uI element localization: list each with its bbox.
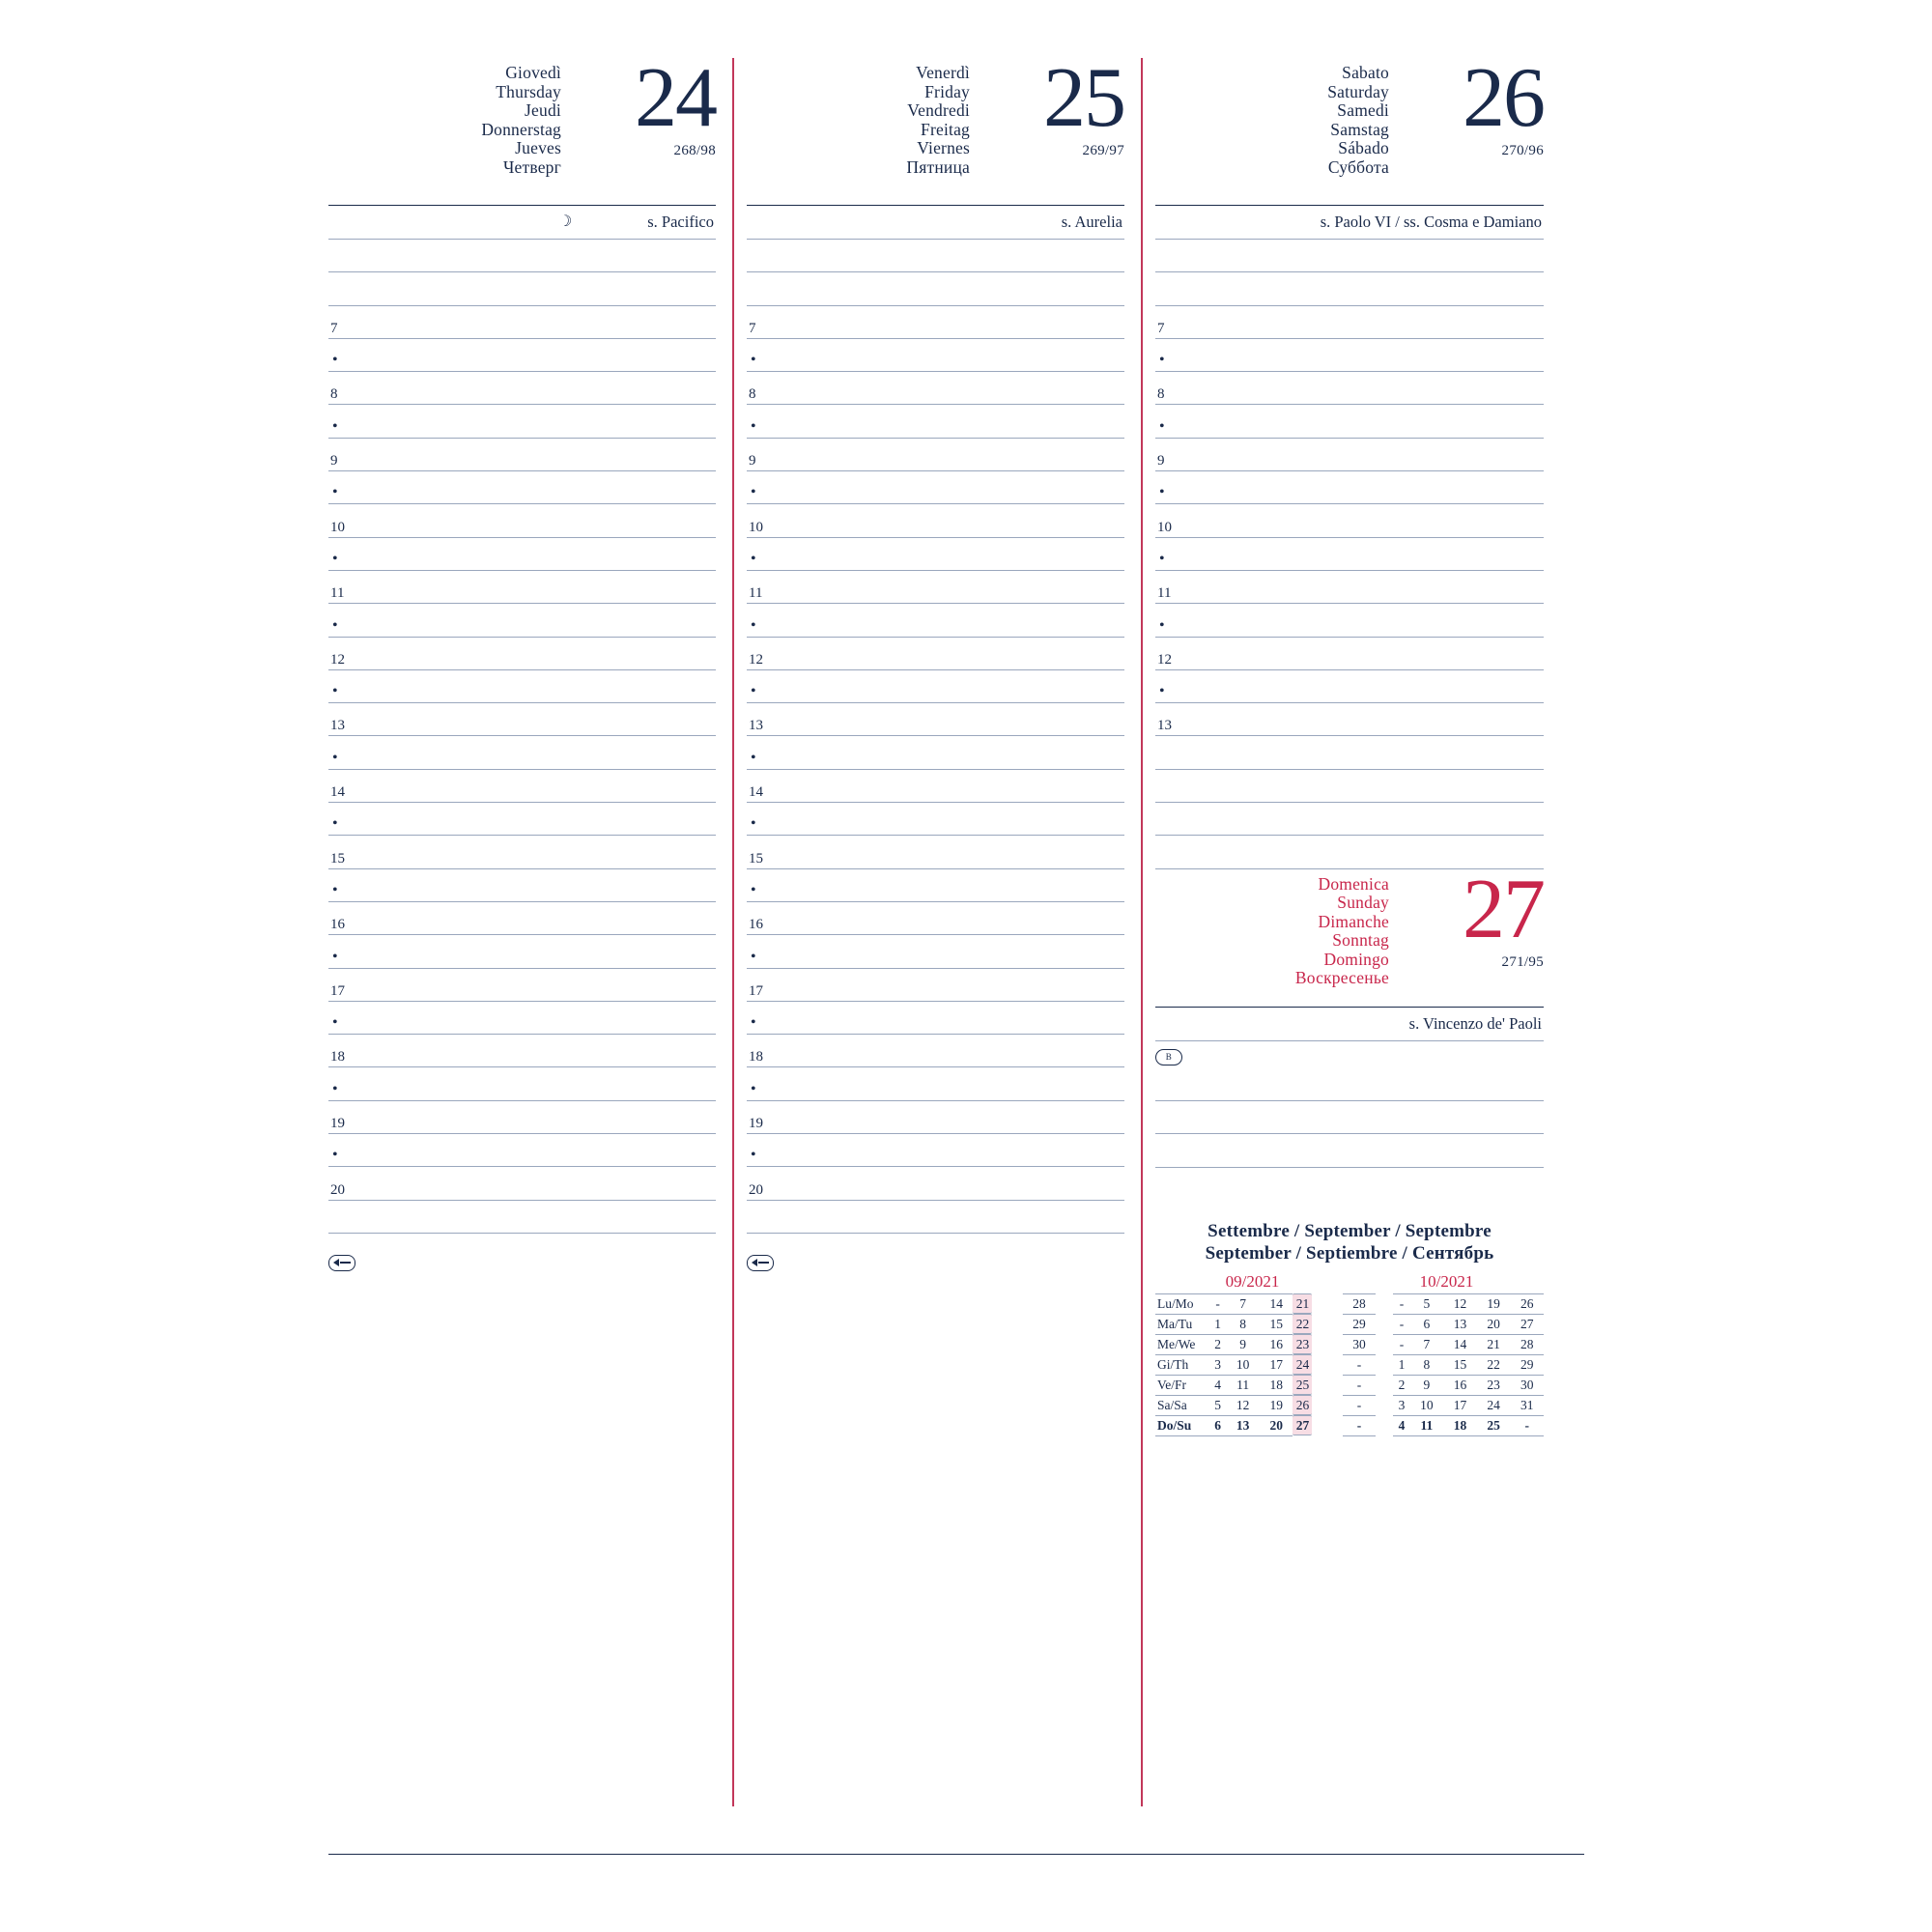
day-number-block-sunday <box>1389 862 1544 971</box>
half-hour-dot: • <box>1159 484 1165 501</box>
day-number: 25 <box>1043 51 1124 145</box>
half-hour-row[interactable] <box>1155 670 1544 703</box>
cell: 27 <box>1293 1415 1312 1435</box>
cell: 1 <box>1209 1314 1226 1334</box>
half-hour-row[interactable] <box>747 471 1124 504</box>
hour-row[interactable] <box>747 638 1124 670</box>
half-hour-dot: • <box>751 1014 756 1032</box>
day-number: 27 <box>1463 862 1544 956</box>
half-hour-row[interactable] <box>747 604 1124 637</box>
hour-label: 12 <box>1157 651 1172 668</box>
day-label: Me/We <box>1155 1334 1209 1354</box>
cell: 11 <box>1226 1375 1260 1395</box>
day-label: Lu/Mo <box>1155 1293 1209 1314</box>
half-hour-dot: • <box>751 749 756 766</box>
saint-name-row <box>328 206 716 240</box>
half-hour-row[interactable] <box>747 1134 1124 1167</box>
hour-row[interactable] <box>328 306 716 339</box>
hour-label: 9 <box>749 453 756 469</box>
half-hour-row[interactable] <box>1155 604 1544 637</box>
cell: 6 <box>1209 1415 1226 1435</box>
half-hour-row[interactable] <box>747 339 1124 372</box>
half-hour-row[interactable] <box>747 670 1124 703</box>
note-line[interactable] <box>328 272 716 305</box>
hour-row[interactable] <box>747 1101 1124 1134</box>
hour-label: 11 <box>330 585 345 602</box>
cell: 4 <box>1209 1375 1226 1395</box>
half-hour-dot: • <box>751 352 756 369</box>
half-hour-row[interactable] <box>747 1002 1124 1035</box>
cell: - <box>1343 1415 1377 1435</box>
day-label: Ma/Tu <box>1155 1314 1209 1334</box>
cell: 26 <box>1293 1395 1312 1415</box>
table-row <box>1155 1314 1544 1334</box>
hour-row[interactable] <box>328 836 716 868</box>
cell: 13 <box>1226 1415 1260 1435</box>
hour-label: 16 <box>330 917 345 933</box>
hour-label: 12 <box>749 651 763 668</box>
hour-row[interactable] <box>747 504 1124 537</box>
hour-row[interactable] <box>328 902 716 935</box>
day-label: Gi/Th <box>1155 1354 1209 1375</box>
half-hour-dot: • <box>751 1147 756 1164</box>
day-column-weekend <box>1146 51 1551 1855</box>
day-label: Ve/Fr <box>1155 1375 1209 1395</box>
cell: 9 <box>1226 1334 1260 1354</box>
cell: - <box>1343 1375 1377 1395</box>
hour-row[interactable] <box>328 439 716 471</box>
weekday-names-saturday: Sabato Saturday Samedi Samstag Sábado Суббота <box>1327 63 1389 177</box>
half-hour-dot: • <box>332 815 338 833</box>
cell: - <box>1510 1415 1544 1435</box>
hour-label: 7 <box>749 320 756 336</box>
day-column-thursday <box>328 51 729 1855</box>
hour-label: 19 <box>749 1116 763 1132</box>
hour-row[interactable] <box>328 571 716 604</box>
half-hour-dot: • <box>332 550 338 567</box>
day-header-sunday <box>1155 862 1544 1005</box>
day-columns <box>328 51 1584 1855</box>
hour-label: 10 <box>749 519 763 535</box>
day-of-year: 269/97 <box>1082 143 1124 158</box>
day-number-block-saturday <box>1389 51 1544 159</box>
hour-row[interactable] <box>747 306 1124 339</box>
hour-row-blank[interactable] <box>1155 803 1544 836</box>
page-bottom-rule <box>328 1854 1584 1855</box>
half-hour-dot: • <box>332 749 338 766</box>
footer-icon-row-sunday <box>1155 1047 1544 1068</box>
cell: 24 <box>1477 1395 1511 1415</box>
saint-name: s. Vincenzo de' Paoli <box>1408 1013 1542 1033</box>
hour-label: 10 <box>330 519 345 535</box>
day-block-sunday <box>1155 862 1544 1168</box>
note-line[interactable] <box>1155 1101 1544 1134</box>
hour-label: 7 <box>1157 320 1165 336</box>
cell: - <box>1393 1314 1409 1334</box>
day-label: Do/Su <box>1155 1415 1209 1435</box>
cell: 3 <box>1393 1395 1409 1415</box>
pencil-icon <box>747 1255 774 1271</box>
saint-name: s. Paolo VI / ss. Cosma e Damiano <box>1320 213 1542 231</box>
cell: - <box>1343 1354 1377 1375</box>
mini-calendar-month-labels <box>1155 1272 1544 1292</box>
hour-row[interactable] <box>747 372 1124 405</box>
half-hour-row[interactable] <box>1155 538 1544 571</box>
table-row <box>1155 1334 1544 1354</box>
saint-name-row <box>747 206 1124 240</box>
saint-name-row <box>1155 206 1544 240</box>
half-hour-dot: • <box>751 948 756 965</box>
cell: 28 <box>1510 1334 1544 1354</box>
cell: 26 <box>1510 1293 1544 1314</box>
hour-row[interactable] <box>747 571 1124 604</box>
hour-label: 10 <box>1157 519 1172 535</box>
half-hour-row[interactable] <box>328 538 716 571</box>
hour-label: 9 <box>1157 453 1165 469</box>
hour-row[interactable] <box>328 703 716 736</box>
hour-label: 17 <box>330 982 345 999</box>
half-hour-dot: • <box>332 1147 338 1164</box>
table-row <box>1155 1293 1544 1314</box>
half-hour-dot: • <box>1159 352 1165 369</box>
half-hour-dot: • <box>332 881 338 898</box>
cell: 15 <box>1443 1354 1477 1375</box>
cell: 21 <box>1477 1334 1511 1354</box>
hour-row[interactable] <box>747 836 1124 868</box>
half-hour-row[interactable] <box>328 1067 716 1100</box>
day-number: 24 <box>635 51 716 145</box>
cell: 5 <box>1209 1395 1226 1415</box>
cell: 12 <box>1443 1293 1477 1314</box>
half-hour-row[interactable] <box>328 935 716 968</box>
weekday-names-sunday: Domenica Sunday Dimanche Sonntag Domingo Воскресенье <box>1294 873 1389 988</box>
note-line[interactable] <box>1155 1068 1544 1101</box>
cell: 23 <box>1477 1375 1511 1395</box>
spacer <box>1376 1395 1393 1415</box>
hour-row[interactable] <box>1155 504 1544 537</box>
cell: 1 <box>1393 1354 1409 1375</box>
half-hour-dot: • <box>1159 550 1165 567</box>
cell: 7 <box>1226 1293 1260 1314</box>
cell: 21 <box>1293 1293 1312 1314</box>
cell: 16 <box>1260 1334 1293 1354</box>
hour-row[interactable] <box>328 372 716 405</box>
half-hour-row[interactable] <box>747 405 1124 438</box>
half-hour-row[interactable] <box>328 339 716 372</box>
hour-row[interactable] <box>328 1035 716 1067</box>
half-hour-row[interactable] <box>328 736 716 769</box>
half-hour-dot: • <box>751 683 756 700</box>
mini-month-right: 10/2021 <box>1419 1271 1474 1291</box>
day-label: Sa/Sa <box>1155 1395 1209 1415</box>
pencil-icon <box>328 1255 355 1271</box>
hour-label: 11 <box>749 585 763 602</box>
hour-row[interactable] <box>328 969 716 1002</box>
cell: 18 <box>1260 1375 1293 1395</box>
cell: 3 <box>1209 1354 1226 1375</box>
mini-calendar-title-line2: September / Septiembre / Сентябрь <box>1205 1242 1494 1264</box>
cell: 27 <box>1510 1314 1544 1334</box>
column-separator-1 <box>729 58 737 1855</box>
half-hour-row[interactable] <box>328 1134 716 1167</box>
half-hour-dot: • <box>751 550 756 567</box>
hour-label: 18 <box>749 1049 763 1065</box>
diary-page <box>328 51 1584 1855</box>
cell: 22 <box>1477 1354 1511 1375</box>
half-hour-row[interactable] <box>747 1067 1124 1100</box>
hour-row[interactable] <box>328 1101 716 1134</box>
footer-icon-row-friday <box>747 1255 1124 1280</box>
hour-row[interactable] <box>1155 372 1544 405</box>
hour-row[interactable] <box>328 1167 716 1200</box>
half-hour-dot: • <box>332 1080 338 1097</box>
hour-label: 13 <box>330 718 345 734</box>
mini-calendar <box>1155 1220 1544 1436</box>
day-of-year: 268/98 <box>673 143 716 158</box>
cell: - <box>1393 1293 1409 1314</box>
half-hour-row[interactable] <box>328 604 716 637</box>
half-hour-dot: • <box>332 1014 338 1032</box>
hour-label: 12 <box>330 651 345 668</box>
half-hour-row[interactable] <box>747 538 1124 571</box>
hour-row[interactable] <box>328 770 716 803</box>
spacer <box>1376 1293 1393 1314</box>
half-hour-dot: • <box>1159 417 1165 435</box>
half-hour-row[interactable] <box>328 670 716 703</box>
cell: 7 <box>1410 1334 1444 1354</box>
table-row <box>1155 1395 1544 1415</box>
hour-label: 7 <box>330 320 338 336</box>
cell: 25 <box>1477 1415 1511 1435</box>
mini-calendar-title-line1: Settembre / September / Septembre <box>1208 1220 1492 1241</box>
mini-calendar-title <box>1155 1220 1544 1264</box>
hour-row[interactable] <box>1155 703 1544 736</box>
cell: 12 <box>1226 1395 1260 1415</box>
half-hour-dot: • <box>751 1080 756 1097</box>
hour-label: 15 <box>749 850 763 867</box>
hour-row[interactable] <box>747 969 1124 1002</box>
cell: 20 <box>1260 1415 1293 1435</box>
hour-label: 14 <box>330 784 345 801</box>
cell: 10 <box>1226 1354 1260 1375</box>
cell: - <box>1209 1293 1226 1314</box>
half-hour-dot: • <box>1159 683 1165 700</box>
half-hour-row[interactable] <box>1155 339 1544 372</box>
half-hour-dot: • <box>332 484 338 501</box>
day-header-thursday <box>328 51 716 203</box>
hour-label: 9 <box>330 453 338 469</box>
cell: 29 <box>1510 1354 1544 1375</box>
hour-row[interactable] <box>747 703 1124 736</box>
cell: 16 <box>1443 1375 1477 1395</box>
mini-month-left: 09/2021 <box>1225 1271 1280 1291</box>
half-hour-dot: • <box>751 815 756 833</box>
hour-label: 19 <box>330 1116 345 1132</box>
half-hour-row[interactable] <box>747 869 1124 902</box>
day-header-friday <box>747 51 1124 203</box>
half-hour-row[interactable] <box>747 803 1124 836</box>
spacer <box>1376 1415 1393 1435</box>
hour-row[interactable] <box>1155 306 1544 339</box>
cell: 17 <box>1443 1395 1477 1415</box>
cell: 28 <box>1343 1293 1377 1314</box>
day-number-block-thursday <box>561 51 716 159</box>
cell: 14 <box>1260 1293 1293 1314</box>
hour-row[interactable] <box>747 439 1124 471</box>
cell: 25 <box>1293 1375 1312 1395</box>
half-hour-dot: • <box>1159 616 1165 634</box>
cell: 29 <box>1343 1314 1377 1334</box>
note-line[interactable] <box>1155 1134 1544 1167</box>
half-hour-dot: • <box>332 417 338 435</box>
spacer <box>1376 1314 1393 1334</box>
hour-label: 13 <box>1157 718 1172 734</box>
hour-label: 20 <box>330 1181 345 1198</box>
note-line[interactable] <box>1155 240 1544 272</box>
cell: 10 <box>1410 1395 1444 1415</box>
spacer <box>1376 1354 1393 1375</box>
note-line[interactable] <box>1155 272 1544 305</box>
weekday-names-friday: Venerdì Friday Vendredi Freitag Viernes Пятница <box>906 63 970 177</box>
cell: 2 <box>1209 1334 1226 1354</box>
bic-pen-icon: B <box>1155 1049 1182 1065</box>
cell: 19 <box>1260 1395 1293 1415</box>
hour-label: 16 <box>749 917 763 933</box>
cell: 11 <box>1410 1415 1444 1435</box>
hour-label: 18 <box>330 1049 345 1065</box>
saint-name: s. Aurelia <box>1061 213 1122 231</box>
hour-label: 8 <box>749 386 756 403</box>
hour-row[interactable] <box>747 1035 1124 1067</box>
half-hour-dot: • <box>332 683 338 700</box>
half-hour-dot: • <box>751 616 756 634</box>
half-hour-dot: • <box>332 948 338 965</box>
cell: 30 <box>1343 1334 1377 1354</box>
cell: - <box>1393 1334 1409 1354</box>
hour-grid-saturday <box>1155 306 1544 869</box>
weekday-names-thursday: Giovedì Thursday Jeudi Donnerstag Jueves Четверг <box>481 63 561 177</box>
hour-row[interactable] <box>328 504 716 537</box>
cell: 5 <box>1410 1293 1444 1314</box>
day-column-friday <box>737 51 1138 1855</box>
hour-row-blank[interactable] <box>328 1201 716 1234</box>
half-hour-row[interactable] <box>328 1002 716 1035</box>
footer-icon-row-thursday <box>328 1255 716 1280</box>
hour-label: 8 <box>1157 386 1165 403</box>
mini-calendar-table <box>1155 1293 1544 1436</box>
cell: 31 <box>1510 1395 1544 1415</box>
day-header-saturday <box>1155 51 1544 203</box>
spacer <box>1376 1375 1393 1395</box>
cell: - <box>1343 1395 1377 1415</box>
half-hour-dot: • <box>751 484 756 501</box>
cell: 8 <box>1410 1354 1444 1375</box>
cell: 19 <box>1477 1293 1511 1314</box>
hour-row[interactable] <box>328 638 716 670</box>
hour-row[interactable] <box>1155 439 1544 471</box>
half-hour-row[interactable] <box>747 736 1124 769</box>
hour-row-blank[interactable] <box>1155 736 1544 769</box>
cell: 20 <box>1477 1314 1511 1334</box>
half-hour-row[interactable] <box>1155 471 1544 504</box>
note-line[interactable] <box>747 272 1124 305</box>
hour-label: 13 <box>749 718 763 734</box>
saint-name: s. Pacifico <box>647 213 714 231</box>
cell: 14 <box>1443 1334 1477 1354</box>
cell: 4 <box>1393 1415 1409 1435</box>
spacer <box>1376 1334 1393 1354</box>
cell: 18 <box>1443 1415 1477 1435</box>
hour-row[interactable] <box>747 770 1124 803</box>
half-hour-row[interactable] <box>328 471 716 504</box>
note-line[interactable] <box>747 240 1124 272</box>
table-row <box>1155 1375 1544 1395</box>
hour-grid-thursday <box>328 306 716 1234</box>
day-of-year: 271/95 <box>1501 953 1544 970</box>
day-of-year: 270/96 <box>1501 143 1544 158</box>
cell: 6 <box>1410 1314 1444 1334</box>
hour-row-blank[interactable] <box>747 1201 1124 1234</box>
saint-name-row <box>1155 1008 1544 1041</box>
hour-row[interactable] <box>747 902 1124 935</box>
cell: 2 <box>1393 1375 1409 1395</box>
half-hour-dot: • <box>751 417 756 435</box>
table-row <box>1155 1354 1544 1375</box>
cell: 17 <box>1260 1354 1293 1375</box>
hour-grid-friday <box>747 306 1124 1234</box>
day-number: 26 <box>1463 51 1544 145</box>
cell: 22 <box>1293 1314 1312 1334</box>
half-hour-row[interactable] <box>328 869 716 902</box>
cell: 24 <box>1293 1354 1312 1375</box>
hour-row[interactable] <box>747 1167 1124 1200</box>
cell: 30 <box>1510 1375 1544 1395</box>
day-number-block-friday <box>970 51 1124 159</box>
half-hour-row[interactable] <box>1155 405 1544 438</box>
half-hour-row[interactable] <box>328 405 716 438</box>
cell: 13 <box>1443 1314 1477 1334</box>
hour-row-blank[interactable] <box>1155 770 1544 803</box>
moon-phase-icon: ☽ <box>558 213 573 230</box>
half-hour-dot: • <box>332 616 338 634</box>
half-hour-row[interactable] <box>328 803 716 836</box>
hour-label: 11 <box>1157 585 1172 602</box>
hour-label: 20 <box>749 1181 763 1198</box>
column-separator-2 <box>1138 58 1146 1855</box>
table-row <box>1155 1415 1544 1435</box>
half-hour-dot: • <box>751 881 756 898</box>
cell: 9 <box>1410 1375 1444 1395</box>
cell: 15 <box>1260 1314 1293 1334</box>
hour-row[interactable] <box>1155 571 1544 604</box>
hour-row[interactable] <box>1155 638 1544 670</box>
cell: 8 <box>1226 1314 1260 1334</box>
hour-label: 14 <box>749 784 763 801</box>
hour-label: 15 <box>330 850 345 867</box>
hour-label: 8 <box>330 386 338 403</box>
half-hour-dot: • <box>332 352 338 369</box>
cell: 23 <box>1293 1334 1312 1354</box>
note-line[interactable] <box>328 240 716 272</box>
hour-label: 17 <box>749 982 763 999</box>
half-hour-row[interactable] <box>747 935 1124 968</box>
